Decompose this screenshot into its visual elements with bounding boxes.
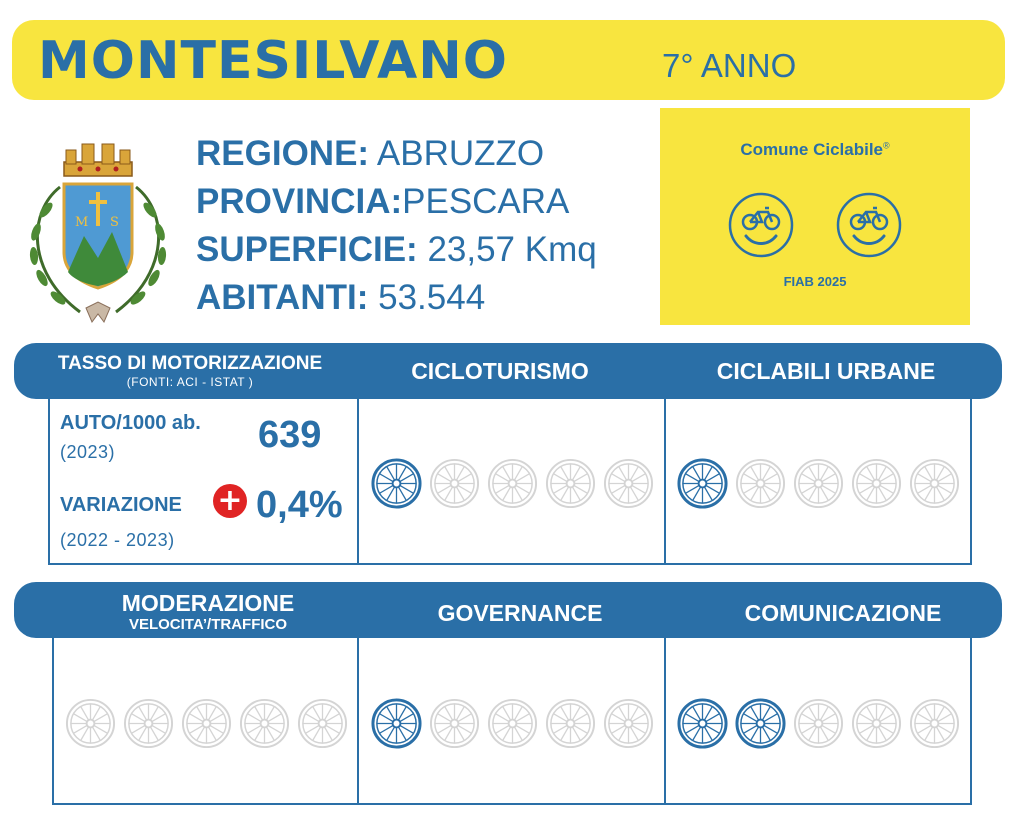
wheel-icon-inactive — [428, 697, 481, 750]
header-governance: GOVERNANCE — [437, 600, 603, 626]
info-superficie: SUPERFICIE: 23,57 Kmq — [196, 230, 597, 269]
wheel-icon-inactive — [850, 697, 903, 750]
info-regione: REGIONE: ABRUZZO — [196, 134, 545, 173]
plus-icon: + — [213, 484, 247, 518]
crest-letter-s: S — [110, 215, 119, 230]
header-ciclabili-urbane: CICLABILI URBANE — [716, 358, 936, 384]
wheel-icon-inactive — [238, 697, 291, 750]
city-name: MONTESILVANO — [38, 31, 508, 91]
header-comunicazione: COMUNICAZIONE — [744, 600, 942, 626]
wheel-icon-inactive — [908, 457, 961, 510]
badge-title: Comune Ciclabile® — [740, 140, 890, 159]
rating-cicloturismo — [370, 457, 655, 510]
wheel-icon-inactive — [850, 457, 903, 510]
wheel-icon-active — [370, 697, 423, 750]
smiling-bike-icon — [836, 192, 902, 258]
variation-value: 0,4% — [256, 484, 343, 526]
rating-governance — [370, 697, 655, 750]
auto-value: 639 — [258, 414, 322, 456]
rating-comunicazione — [676, 697, 961, 750]
wheel-icon-active — [676, 697, 729, 750]
auto-label: AUTO/1000 ab. — [60, 412, 201, 434]
wheel-icon-active — [734, 697, 787, 750]
coat-of-arms-icon — [20, 132, 176, 332]
wheel-icon-active — [370, 457, 423, 510]
auto-year: (2023) — [60, 442, 116, 462]
wheel-icon-inactive — [296, 697, 349, 750]
wheel-icon-inactive — [122, 697, 175, 750]
wheel-icon-active — [676, 457, 729, 510]
comune-ciclabile-badge — [660, 108, 970, 325]
wheel-icon-inactive — [908, 697, 961, 750]
variation-label: VARIAZIONE — [60, 494, 182, 516]
header-cicloturismo: CICLOTURISMO — [411, 358, 589, 384]
wheel-icon-inactive — [602, 457, 655, 510]
wheel-icon-inactive — [602, 697, 655, 750]
smiling-bike-icon — [728, 192, 794, 258]
header-motorizzazione: TASSO DI MOTORIZZAZIONE (FONTI: ACI - ISTAT ) — [30, 353, 350, 389]
wheel-icon-inactive — [486, 697, 539, 750]
info-abitanti: ABITANTI: 53.544 — [196, 278, 486, 317]
wheel-icon-inactive — [792, 457, 845, 510]
rating-moderazione — [64, 697, 349, 750]
header-moderazione-sub: VELOCITA’/TRAFFICO — [128, 616, 288, 633]
wheel-icon-inactive — [486, 457, 539, 510]
wheel-icon-inactive — [792, 697, 845, 750]
wheel-icon-inactive — [180, 697, 233, 750]
info-block — [196, 130, 597, 322]
header-motorizzazione-sub: (FONTI: ACI - ISTAT ) — [126, 375, 254, 389]
badge-footer: FIAB 2025 — [783, 274, 847, 289]
wheel-icon-inactive — [734, 457, 787, 510]
wheel-icon-inactive — [428, 457, 481, 510]
info-provincia: PROVINCIA:PESCARA — [196, 182, 570, 221]
variation-period: (2022 - 2023) — [60, 530, 175, 550]
wheel-icon-inactive — [544, 697, 597, 750]
header-moderazione: MODERAZIONE VELOCITA’/TRAFFICO — [60, 590, 356, 634]
rating-ciclabili-urbane — [676, 457, 961, 510]
edition-year: 7° ANNO — [662, 47, 797, 84]
wheel-icon-inactive — [64, 697, 117, 750]
crest-letter-m: M — [75, 215, 89, 230]
wheel-icon-inactive — [544, 457, 597, 510]
